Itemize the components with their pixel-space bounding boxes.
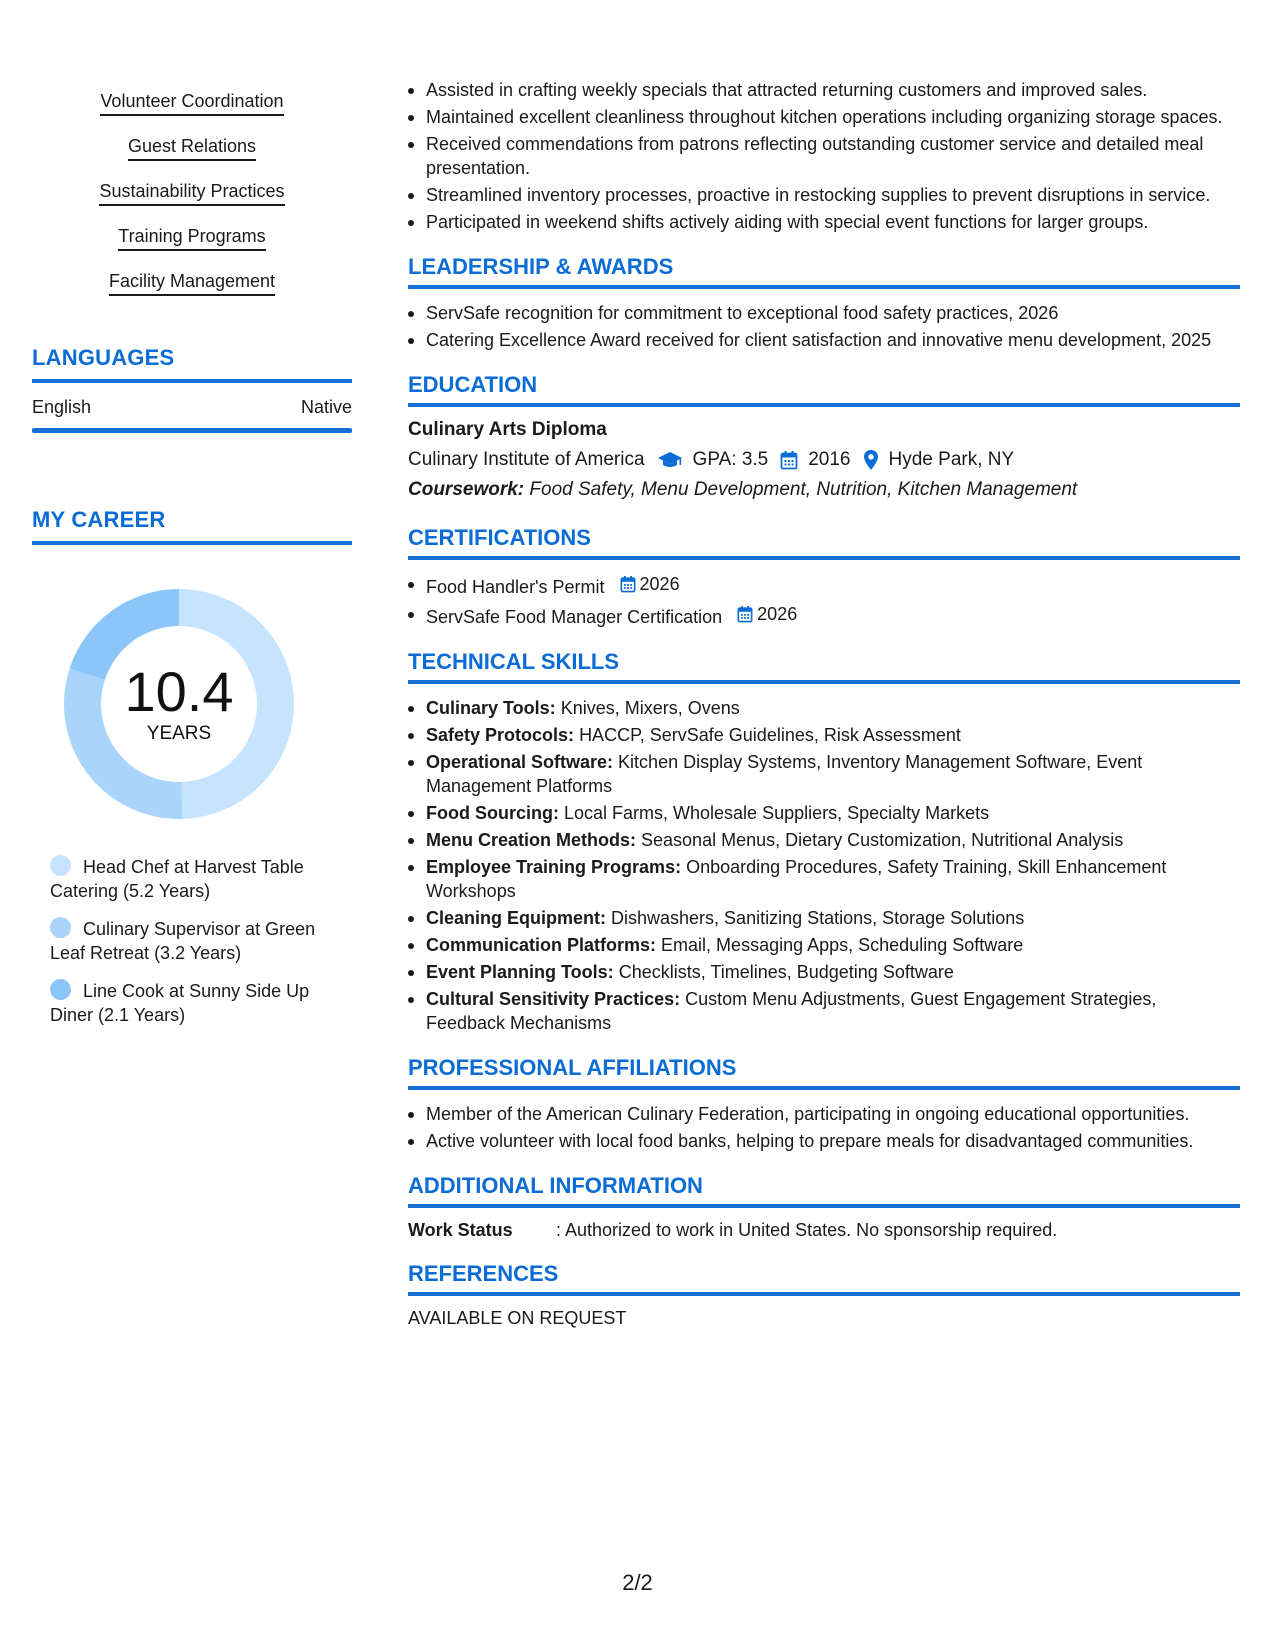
- technical-skill-text: Knives, Mixers, Ovens: [560, 698, 740, 718]
- technical-skill-item: [408, 696, 1240, 720]
- calendar-icon: [620, 575, 636, 593]
- affiliations-list: [408, 1102, 1240, 1153]
- language-level: Native: [300, 397, 352, 417]
- skill-tag: Training Programs: [118, 225, 265, 251]
- legend-dot: [50, 917, 71, 938]
- certification-item: [408, 572, 1240, 599]
- skill-tag: Volunteer Coordination: [100, 90, 283, 116]
- technical-skill-label: Event Planning Tools:: [426, 962, 614, 982]
- leadership-item: ServSafe recognition for commitment to exceptional food safety practices, 2026: [408, 301, 1240, 325]
- skill-tag-list: [32, 80, 352, 305]
- technical-skill-label: Culinary Tools:: [426, 698, 556, 718]
- affiliation-item: Active volunteer with local food banks, helping to prepare meals for disadvantaged communities.: [408, 1129, 1240, 1153]
- technical-skill-text: Seasonal Menus, Dietary Customization, Nutritional Analysis: [641, 830, 1124, 850]
- languages-heading: LANGUAGES: [32, 345, 352, 383]
- calendar-icon: [737, 605, 753, 623]
- career-legend: [32, 855, 352, 1027]
- certifications-list: [408, 572, 1240, 629]
- technical-skill-label: Safety Protocols:: [426, 725, 575, 745]
- technical-skill-label: Employee Training Programs:: [426, 857, 682, 877]
- education-details: [408, 449, 1240, 471]
- technical-skills-heading: TECHNICAL SKILLS: [408, 649, 1240, 684]
- references-heading: REFERENCES: [408, 1261, 1240, 1296]
- certification-date: [737, 602, 797, 626]
- career-donut-chart: [64, 589, 294, 819]
- technical-skill-text: Checklists, Timelines, Budgeting Software: [618, 962, 954, 982]
- certification-year: 2026: [757, 604, 798, 624]
- technical-skill-item: [408, 906, 1240, 930]
- technical-skill-label: Cultural Sensitivity Practices:: [426, 989, 681, 1009]
- technical-skill-text: Custom Menu Adjustments, Guest Engagement Strategies, Feedback Mechanisms: [426, 989, 1157, 1033]
- career-legend-item: [50, 855, 330, 903]
- language-name: English: [32, 397, 92, 417]
- experience-bullet: Streamlined inventory processes, proactive in restocking supplies to prevent disruptions in service.: [408, 183, 1240, 207]
- technical-skill-item: [408, 933, 1240, 957]
- main-content: [408, 78, 1240, 1329]
- experience-bullet: Maintained excellent cleanliness throughout kitchen operations including organizing storage spaces.: [408, 105, 1240, 129]
- certification-year: 2026: [639, 574, 680, 594]
- education-gpa-group: [657, 449, 769, 471]
- sidebar: [32, 80, 352, 1041]
- technical-skill-text: HACCP, ServSafe Guidelines, Risk Assessment: [579, 725, 961, 745]
- career-legend-label: Line Cook at Sunny Side Up Diner (2.1 Years): [50, 981, 310, 1025]
- certification-name: ServSafe Food Manager Certification: [426, 607, 723, 627]
- technical-skill-label: Communication Platforms:: [426, 935, 657, 955]
- affiliation-item: Member of the American Culinary Federation, participating in ongoing educational opportunities.: [408, 1102, 1240, 1126]
- technical-skill-item: [408, 801, 1240, 825]
- experience-bullet: Assisted in crafting weekly specials that attracted returning customers and improved sales.: [408, 78, 1240, 102]
- language-row: [32, 397, 352, 418]
- education-coursework: [408, 479, 1240, 501]
- technical-skill-text: Local Farms, Wholesale Suppliers, Specialty Markets: [564, 803, 990, 823]
- certification-name: Food Handler's Permit: [426, 577, 605, 597]
- technical-skill-text: Kitchen Display Systems, Inventory Management Software, Event Management Platforms: [426, 752, 1143, 796]
- career-total-unit: YEARS: [146, 723, 212, 744]
- education-year: 2016: [808, 449, 851, 470]
- affiliations-heading: PROFESSIONAL AFFILIATIONS: [408, 1055, 1240, 1090]
- work-status-value: : Authorized to work in United States. No sponsorship required.: [556, 1220, 1058, 1240]
- technical-skill-item: [408, 750, 1240, 798]
- location-pin-icon: [863, 449, 879, 471]
- legend-dot: [50, 855, 71, 876]
- career-legend-item: [50, 979, 330, 1027]
- experience-bullets: [408, 78, 1240, 234]
- references-text: AVAILABLE ON REQUEST: [408, 1308, 627, 1328]
- language-level-bar: [32, 428, 352, 433]
- education-year-group: [780, 449, 850, 471]
- experience-bullet: Received commendations from patrons reflecting outstanding customer service and detailed meal presentation.: [408, 132, 1240, 180]
- education-degree: Culinary Arts Diploma: [408, 419, 607, 440]
- education-location: Hyde Park, NY: [888, 449, 1015, 470]
- additional-info-heading: ADDITIONAL INFORMATION: [408, 1173, 1240, 1208]
- career-legend-label: Head Chef at Harvest Table Catering (5.2 Years): [50, 857, 304, 901]
- technical-skill-text: Dishwashers, Sanitizing Stations, Storage Solutions: [611, 908, 1025, 928]
- technical-skills-list: [408, 696, 1240, 1035]
- technical-skill-item: [408, 987, 1240, 1035]
- leadership-item: Catering Excellence Award received for client satisfaction and innovative menu development, 2025: [408, 328, 1240, 352]
- career-total-value: 10.4: [124, 660, 234, 723]
- coursework-label: Coursework:: [408, 479, 525, 500]
- page-number: 2/2: [622, 1570, 653, 1595]
- education-location-group: [863, 449, 1015, 471]
- work-status-row: [408, 1220, 1240, 1241]
- leadership-list: [408, 301, 1240, 352]
- certifications-heading: CERTIFICATIONS: [408, 525, 1240, 560]
- education-heading: EDUCATION: [408, 372, 1240, 407]
- graduation-cap-icon: [657, 450, 683, 470]
- certification-date: [620, 572, 680, 596]
- skill-tag: Guest Relations: [128, 135, 256, 161]
- education-school: Culinary Institute of America: [408, 449, 645, 470]
- technical-skill-item: [408, 960, 1240, 984]
- technical-skill-label: Operational Software:: [426, 752, 614, 772]
- technical-skill-item: [408, 855, 1240, 903]
- experience-bullet: Participated in weekend shifts actively aiding with special event functions for larger groups.: [408, 210, 1240, 234]
- calendar-icon: [780, 450, 798, 470]
- donut-center: [64, 589, 294, 819]
- skill-tag: Sustainability Practices: [99, 180, 284, 206]
- technical-skill-text: Email, Messaging Apps, Scheduling Software: [661, 935, 1024, 955]
- career-legend-item: [50, 917, 330, 965]
- education-gpa: GPA: 3.5: [692, 449, 769, 470]
- leadership-heading: LEADERSHIP & AWARDS: [408, 254, 1240, 289]
- legend-dot: [50, 979, 71, 1000]
- certification-item: [408, 602, 1240, 629]
- coursework-text: Food Safety, Menu Development, Nutrition, Kitchen Management: [529, 479, 1078, 500]
- technical-skill-label: Menu Creation Methods:: [426, 830, 636, 850]
- technical-skill-item: [408, 828, 1240, 852]
- work-status-label: Work Status: [408, 1220, 513, 1240]
- technical-skill-text: Onboarding Procedures, Safety Training, Skill Enhancement Workshops: [426, 857, 1167, 901]
- technical-skill-label: Cleaning Equipment:: [426, 908, 606, 928]
- technical-skill-item: [408, 723, 1240, 747]
- career-heading: MY CAREER: [32, 507, 352, 545]
- skill-tag: Facility Management: [109, 270, 275, 296]
- career-legend-label: Culinary Supervisor at Green Leaf Retreat (3.2 Years): [50, 919, 316, 963]
- technical-skill-label: Food Sourcing:: [426, 803, 559, 823]
